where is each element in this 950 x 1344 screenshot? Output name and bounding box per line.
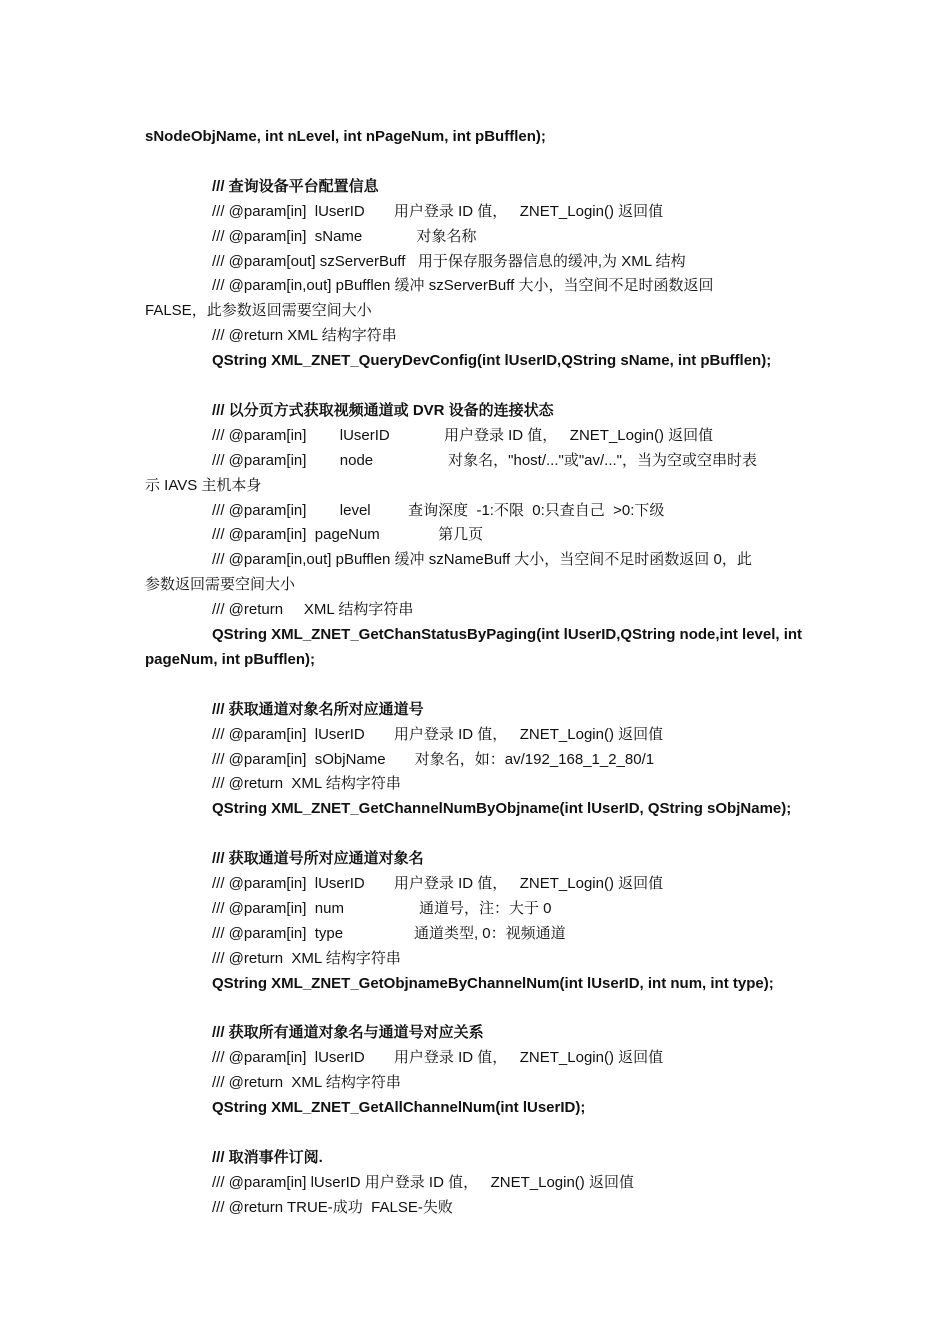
doc-text-line: /// @param[in] level 查询深度 -1:不限 0:只查自己 >0:下级 (212, 501, 665, 519)
doc-text-line: 示 IAVS 主机本身 (145, 476, 262, 494)
doc-text-line: /// @param[out] szServerBuff 用于保存服务器信息的缓冲,为 XML 结构 (212, 252, 686, 270)
doc-text-line: /// @return XML 结构字符串 (212, 601, 414, 619)
code-heading-line: QString XML_ZNET_GetObjnameByChannelNum(int lUserID, int num, int type); (212, 974, 774, 992)
doc-text-line: /// @param[in,out] pBufflen 缓冲 szServerBuff 大小，当空间不足时函数返回 (212, 277, 714, 295)
doc-text-line: /// @return XML 结构字符串 (212, 949, 401, 967)
code-heading-line: QString XML_ZNET_GetChanStatusByPaging(int lUserID,QString node,int level, int (212, 626, 803, 643)
code-heading-line: /// 获取所有通道对象名与通道号对应关系 (212, 1024, 484, 1042)
doc-text-line: /// @param[in] lUserID 用户登录 ID 值， ZNET_Login() 返回值 (212, 202, 664, 220)
doc-text-line: /// @param[in] lUserID 用户登录 ID 值， ZNET_Login() 返回值 (212, 1173, 634, 1191)
code-heading-line: QString XML_ZNET_GetChannelNumByObjname(int lUserID, QString sObjName); (212, 800, 792, 818)
code-heading-line: /// 查询设备平台配置信息 (212, 177, 379, 195)
doc-text-line: /// @param[in] node 对象名，"host/..."或"av/..."，当为空或空串时表 (212, 451, 757, 469)
doc-text-line: /// @return XML 结构字符串 (212, 1074, 401, 1092)
code-heading-line: sNodeObjName, int nLevel, int nPageNum, int pBufflen); (145, 128, 546, 145)
code-heading-line: /// 以分页方式获取视频通道或 DVR 设备的连接状态 (212, 401, 554, 419)
code-heading-line: pageNum, int pBufflen); (145, 650, 315, 668)
doc-text-line: /// @param[in] num 通道号，注：大于 0 (212, 899, 552, 917)
doc-text-line: /// @return XML 结构字符串 (212, 327, 397, 345)
doc-text-line: /// @param[in] lUserID 用户登录 ID 值， ZNET_Login() 返回值 (212, 725, 664, 743)
code-heading-line: /// 取消事件订阅. (212, 1148, 323, 1166)
doc-text-line: /// @param[in] sName 对象名称 (212, 227, 477, 245)
doc-text-line: FALSE，此参数返回需要空间大小 (145, 302, 372, 320)
doc-text-line: /// @param[in] sObjName 对象名，如：av/192_168_1_2_80/1 (212, 750, 655, 768)
doc-text-line: /// @param[in] lUserID 用户登录 ID 值， ZNET_Login() 返回值 (212, 426, 714, 444)
doc-text-line: /// @param[in] type 通道类型, 0：视频通道 (212, 924, 566, 942)
doc-text-line: /// @param[in] pageNum 第几页 (212, 526, 484, 544)
doc-text-line: /// @param[in,out] pBufflen 缓冲 szNameBuff 大小，当空间不足时函数返回 0，此 (212, 551, 752, 569)
code-heading-line: /// 获取通道对象名所对应通道号 (212, 700, 424, 718)
doc-text-line: 参数返回需要空间大小 (145, 576, 296, 594)
code-heading-line: QString XML_ZNET_GetAllChannelNum(int lUserID); (212, 1099, 586, 1117)
doc-text-line: /// @return TRUE-成功 FALSE-失败 (212, 1198, 453, 1216)
doc-text-line: /// @param[in] lUserID 用户登录 ID 值， ZNET_Login() 返回值 (212, 1049, 664, 1067)
doc-text-line: /// @return XML 结构字符串 (212, 775, 401, 793)
code-heading-line: /// 获取通道号所对应通道对象名 (212, 850, 424, 868)
code-heading-line: QString XML_ZNET_QueryDevConfig(int lUserID,QString sName, int pBufflen); (212, 352, 772, 370)
doc-text-line: /// @param[in] lUserID 用户登录 ID 值， ZNET_Login() 返回值 (212, 875, 664, 892)
